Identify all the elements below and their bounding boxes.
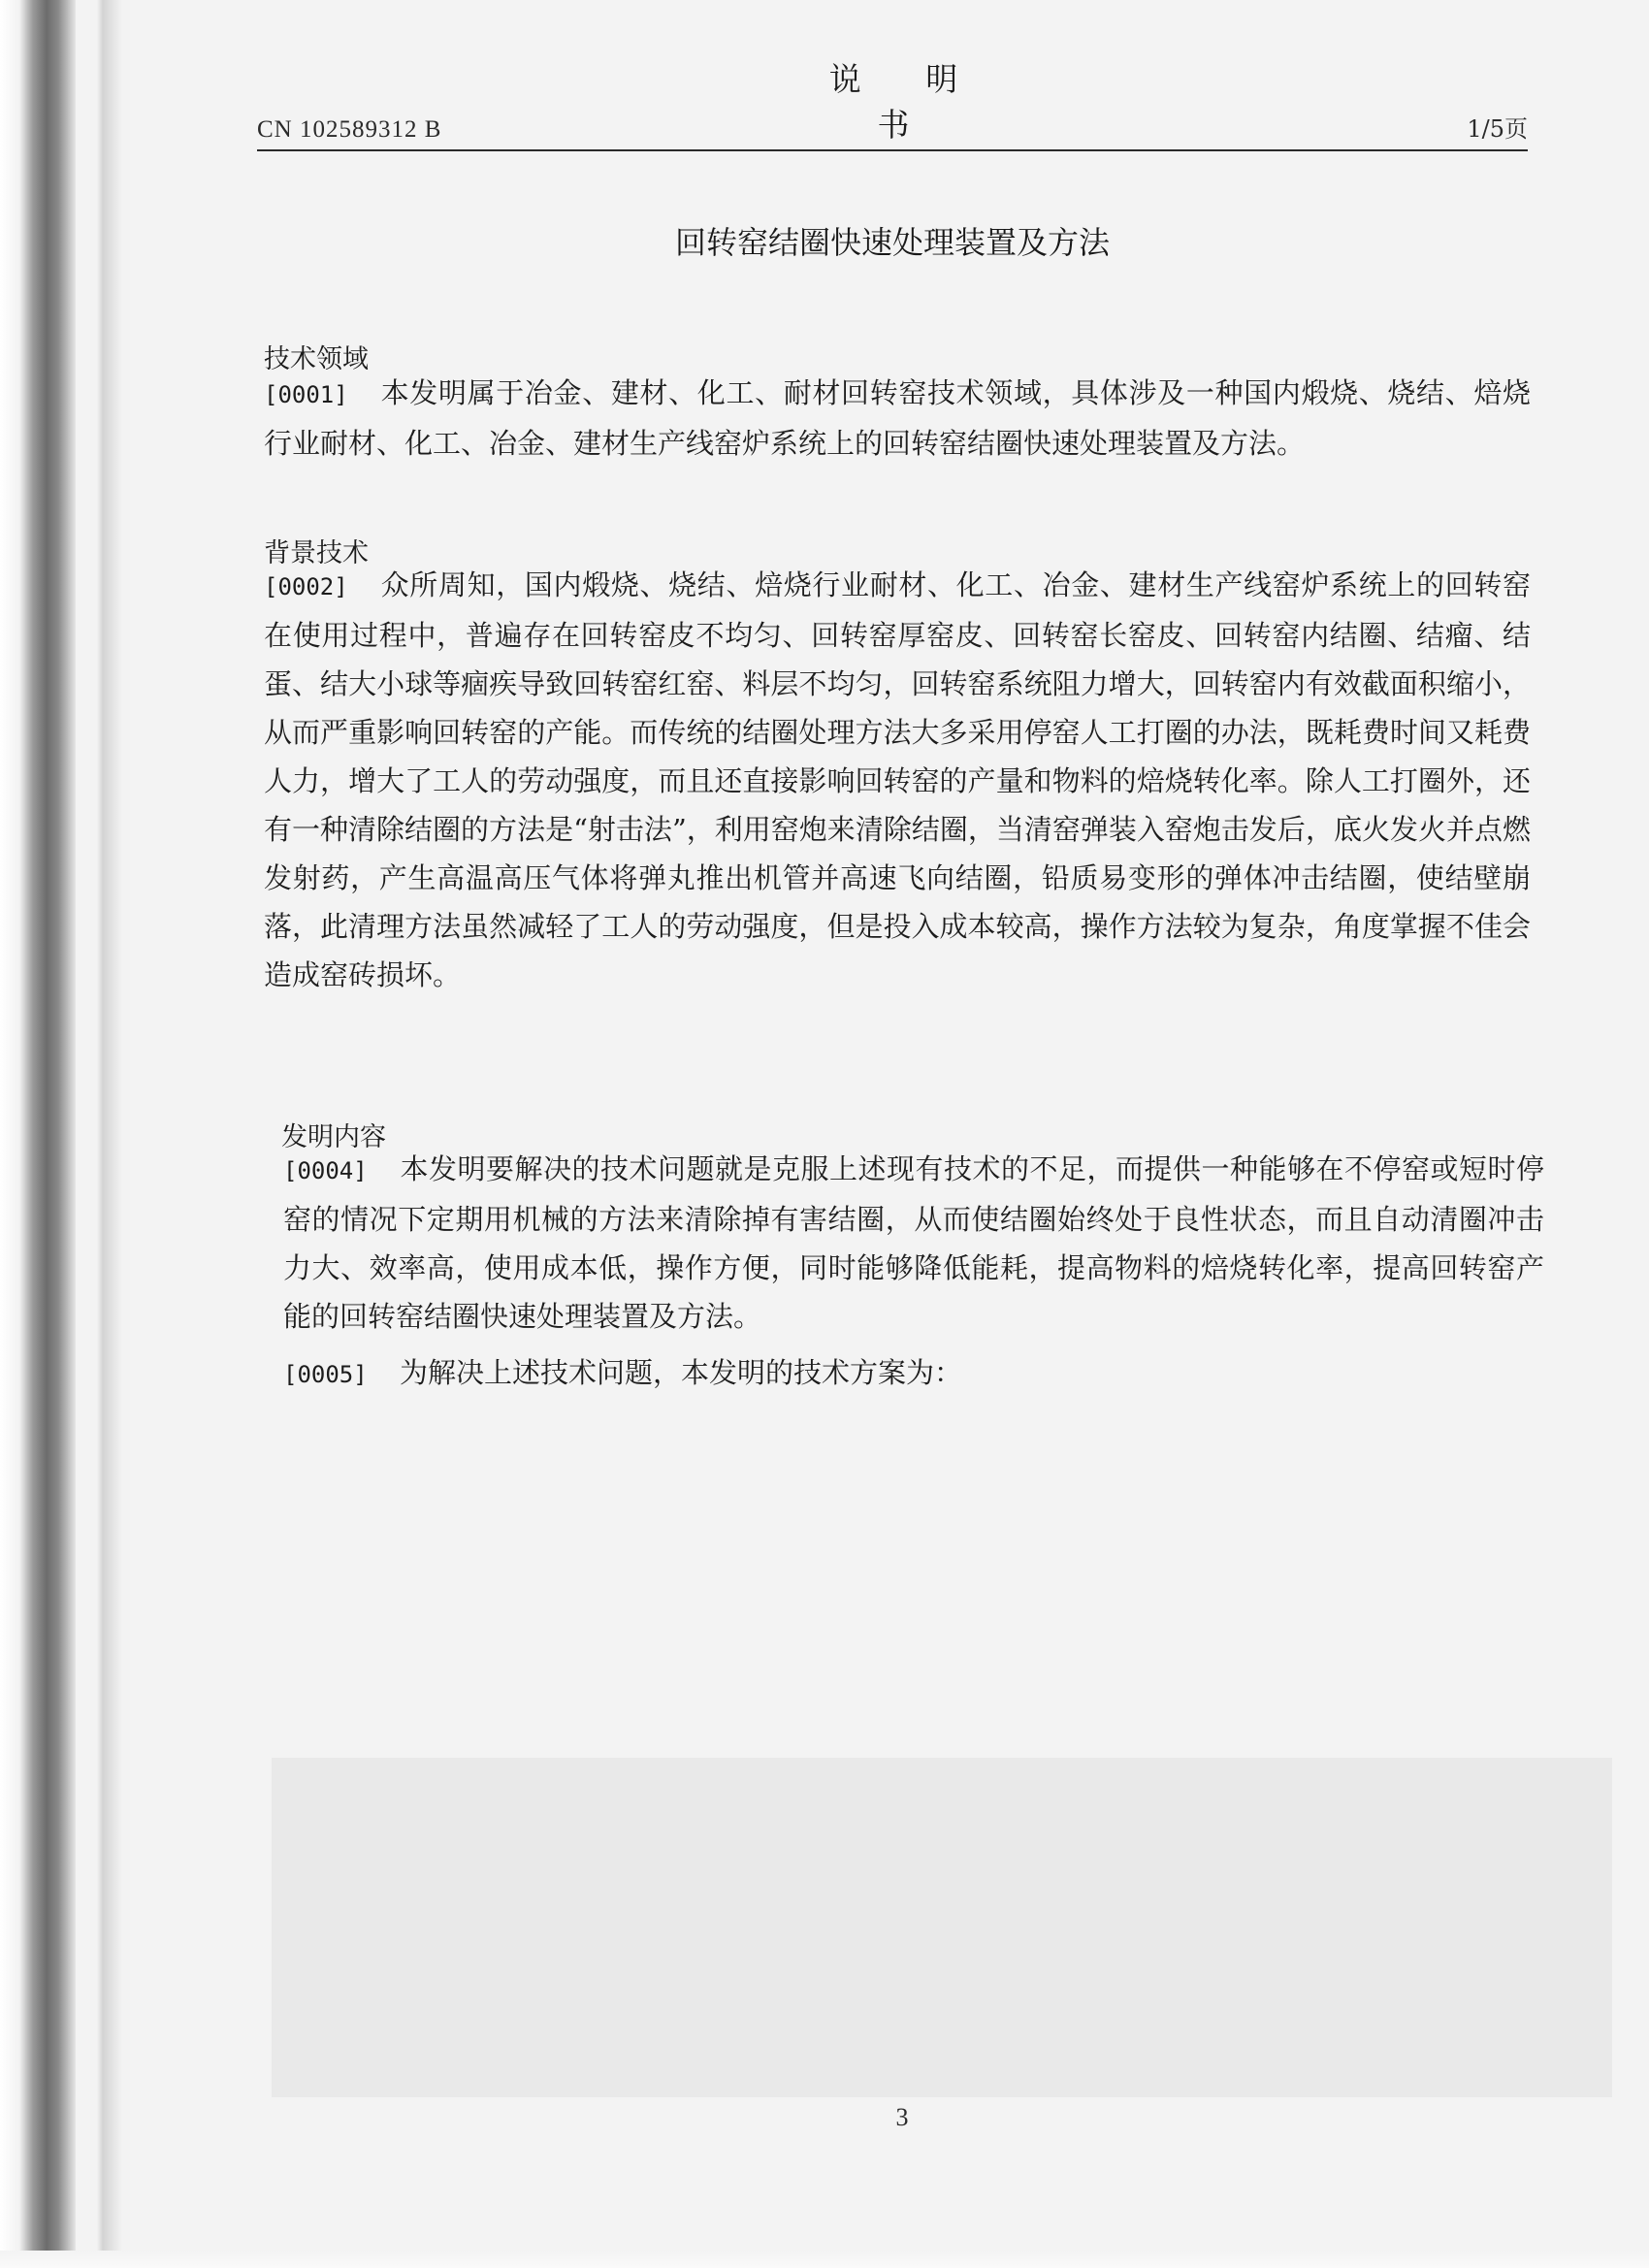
paragraph-text: 为解决上述技术问题，本发明的技术方案为：	[400, 1356, 963, 1389]
section-heading-summary: 发明内容	[281, 1122, 386, 1152]
patent-number: CN 102589312 B	[257, 116, 442, 143]
paragraph-number: [0002]	[264, 573, 348, 600]
paragraph-text: 本发明要解决的技术问题就是克服上述现有技术的不足，而提供一种能够在不停窑或短时停窑的情况下定期用机械的方法来清除掉有害结圈，从而使结圈始终处于良性状态，而且自动清圈冲击力大、效率高，使用成本低，操作方便，同时能够降低能耗，提高物料的焙烧转化率，提高回转窑产能的回转窑结圈快速处理装置及方法。	[283, 1152, 1544, 1333]
paragraph-text: 本发明属于冶金、建材、化工、耐材回转窑技术领域，具体涉及一种国内煅烧、烧结、焙烧行业耐材、化工、冶金、建材生产线窑炉系统上的回转窑结圈快速处理装置及方法。	[264, 376, 1531, 460]
document-title: 回转窑结圈快速处理装置及方法	[674, 224, 1110, 261]
paragraph-number: [0001]	[264, 381, 348, 408]
page-number: 3	[895, 2103, 909, 2131]
scan-bottom-edge	[0, 2251, 1649, 2268]
page-header	[257, 60, 1528, 151]
paragraph-0002	[264, 561, 1531, 999]
section-heading-technical-field: 技术领域	[264, 344, 369, 374]
scan-binding-shadow	[0, 0, 76, 2268]
paragraph-number: [0005]	[283, 1361, 368, 1388]
paragraph-0005	[283, 1348, 1544, 1399]
blank-region	[272, 1758, 1612, 2097]
scan-fold-shadow	[97, 0, 122, 2268]
paragraph-0001	[264, 369, 1531, 468]
document-type: 说 明 书	[828, 60, 986, 144]
paragraph-number: [0004]	[283, 1157, 368, 1184]
page-indicator: 1/5页	[1467, 115, 1528, 143]
paragraph-0004	[283, 1145, 1544, 1341]
section-heading-background: 背景技术	[264, 538, 369, 568]
paragraph-text: 众所周知，国内煅烧、烧结、焙烧行业耐材、化工、冶金、建材生产线窑炉系统上的回转窑在使用过程中，普遍存在回转窑皮不均匀、回转窑厚窑皮、回转窑长窑皮、回转窑内结圈、结瘤、结蛋、结大小球等痼疾导致回转窑红窑、料层不均匀，回转窑系统阻力增大，回转窑内有效截面积缩小，从而严重影响回转窑的产能。而传统的结圈处理方法大多采用停窑人工打圈的办法，既耗费时间又耗费人力，增大了工人的劳动强度，而且还直接影响回转窑的产量和物料的焙烧转化率。除人工打圈外，还有一种清除结圈的方法是“射击法”，利用窑炮来清除结圈，当清窑弹装入窑炮击发后，底火发火并点燃发射药，产生高温高压气体将弹丸推出机管并高速飞向结圈，铅质易变形的弹体冲击结圈，使结壁崩落，此清理方法虽然减轻了工人的劳动强度，但是投入成本较高，操作方法较为复杂，角度掌握不佳会造成窑砖损坏。	[264, 568, 1531, 991]
